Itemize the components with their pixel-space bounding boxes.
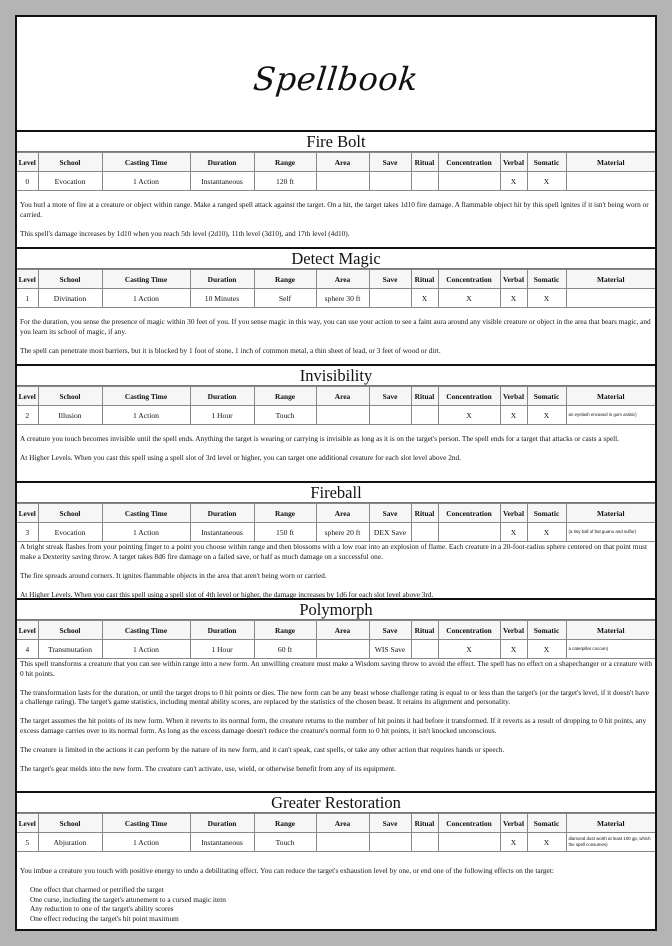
cell-duration: Instantaneous [190, 172, 254, 191]
column-header: Concentration [438, 621, 500, 640]
cell-save: DEX Save [369, 523, 411, 542]
spell-name: Detect Magic [17, 249, 655, 269]
table-row [17, 833, 655, 852]
column-header: Ritual [411, 814, 438, 833]
effect-list [20, 885, 652, 923]
column-header: Casting Time [102, 504, 190, 523]
spell-stats-table [17, 620, 655, 659]
cell-area [316, 833, 369, 852]
cell-duration: Instantaneous [190, 523, 254, 542]
column-header: Range [254, 270, 316, 289]
column-header: Save [369, 621, 411, 640]
list-item: One effect reducing the target's hit point maximum [30, 913, 179, 923]
cell-somatic: X [527, 289, 566, 308]
cell-verbal: X [500, 172, 527, 191]
column-header: Save [369, 270, 411, 289]
cell-verbal: X [500, 523, 527, 542]
column-header: School [38, 270, 102, 289]
column-header: Material [566, 153, 655, 172]
column-header: Verbal [500, 387, 527, 406]
cell-school: Divination [38, 289, 102, 308]
description-paragraph: At Higher Levels. When you cast this spell using a spell slot of 3rd level or higher, you can target one additional creature for each slot level above 2nd. [20, 453, 461, 462]
column-header: Casting Time [102, 387, 190, 406]
cell-range: Touch [254, 833, 316, 852]
spell-name: Fire Bolt [17, 132, 655, 152]
column-header: School [38, 621, 102, 640]
column-header: Somatic [527, 387, 566, 406]
spell-section [17, 249, 655, 366]
column-header: School [38, 153, 102, 172]
column-header: Duration [190, 504, 254, 523]
cell-area [316, 172, 369, 191]
cell-concentration: X [438, 406, 500, 425]
cell-range: 60 ft [254, 640, 316, 659]
table-row [17, 172, 655, 191]
cell-somatic: X [527, 172, 566, 191]
cell-duration: Instantaneous [190, 833, 254, 852]
description-paragraph: You hurl a mote of fire at a creature or object within range. Make a ranged spell attack against the target. On a hit, the target takes 1d10 fire damage. A flammable object hit by this spell ignites if it isn't being worn or carried. [20, 200, 649, 219]
spell-description [17, 425, 655, 481]
spell-stats-table [17, 386, 655, 425]
cell-casting-time: 1 Action [102, 640, 190, 659]
column-header: Save [369, 387, 411, 406]
description-paragraph: For the duration, you sense the presence of magic within 30 feet of you. If you sense magic in this way, you can use your action to see a faint aura around any visible creature or object in the area that bears magic, and you learn its school of magic, if any. [20, 317, 651, 336]
cell-casting-time: 1 Action [102, 523, 190, 542]
cell-area: sphere 30 ft [316, 289, 369, 308]
cell-ritual [411, 833, 438, 852]
title-area [17, 17, 655, 132]
column-header: Range [254, 504, 316, 523]
spellbook-page [15, 15, 657, 931]
column-header: School [38, 504, 102, 523]
description-paragraph: The creature is limited in the actions it can perform by the nature of its new form, and it can't speak, cast spells, or take any other action that requires hands or speech. [20, 744, 505, 754]
cell-concentration [438, 833, 500, 852]
cell-school: Evocation [38, 172, 102, 191]
cell-ritual [411, 640, 438, 659]
column-header: Material [566, 387, 655, 406]
spell-list [17, 132, 655, 945]
column-header: School [38, 387, 102, 406]
column-header: Range [254, 153, 316, 172]
cell-material [566, 172, 655, 191]
spell-name: Greater Restoration [17, 793, 655, 813]
table-row [17, 523, 655, 542]
cell-school: Illusion [38, 406, 102, 425]
list-item: One curse, including the target's attunement to a cursed magic item [30, 894, 226, 904]
cell-area: sphere 20 ft [316, 523, 369, 542]
spell-stats-table [17, 813, 655, 852]
cell-range: Self [254, 289, 316, 308]
column-header: Duration [190, 387, 254, 406]
cell-casting-time: 1 Action [102, 172, 190, 191]
column-header: Somatic [527, 621, 566, 640]
description-paragraph: The target assumes the hit points of its new form. When it reverts to its normal form, the creature returns to the number of hit points it had before it transformed. If it reverts as a result of dropping to 0 hit points, any excess damage carries over to its normal form. As long as the excess damage doesn't reduce the creature's normal form to 0 hit points, it isn't knocked unconscious. [20, 716, 647, 735]
cell-area [316, 640, 369, 659]
column-header: Concentration [438, 814, 500, 833]
column-header: Area [316, 270, 369, 289]
list-item: Any reduction to one of the target's ability scores [30, 904, 174, 913]
cell-school: Evocation [38, 523, 102, 542]
column-header: Save [369, 153, 411, 172]
column-header: Verbal [500, 814, 527, 833]
column-header: Material [566, 621, 655, 640]
description-paragraph: This spell's damage increases by 1d10 when you reach 5th level (2d10), 11th level (3d10), and 17th level (4d10). [20, 228, 350, 238]
cell-duration: 10 Minutes [190, 289, 254, 308]
cell-somatic: X [527, 406, 566, 425]
spell-description [17, 191, 655, 247]
table-row [17, 640, 655, 659]
cell-level: 3 [17, 523, 38, 542]
column-header: Concentration [438, 270, 500, 289]
cell-material: a caterpillar cocoon) [566, 640, 655, 659]
spell-description [17, 659, 655, 791]
column-header: Range [254, 621, 316, 640]
column-header: Range [254, 387, 316, 406]
column-header: Save [369, 504, 411, 523]
cell-somatic: X [527, 640, 566, 659]
column-header: Area [316, 814, 369, 833]
description-paragraph: The target's gear melds into the new form. The creature can't activate, use, wield, or otherwise benefit from any of its equipment. [20, 763, 396, 773]
cell-save [369, 406, 411, 425]
cell-range: Touch [254, 406, 316, 425]
cell-ritual [411, 406, 438, 425]
column-header: Ritual [411, 270, 438, 289]
column-header: School [38, 814, 102, 833]
column-header: Area [316, 621, 369, 640]
cell-level: 1 [17, 289, 38, 308]
spell-stats-table [17, 269, 655, 308]
cell-material: (a tiny ball of bat guano and sulfur) [566, 523, 655, 542]
cell-verbal: X [500, 406, 527, 425]
column-header: Area [316, 153, 369, 172]
description-paragraph: The transformation lasts for the duration, or until the target drops to 0 hit points or dies. The new form can be any beast whose challenge rating is equal to or less than the target's (or the target's level, if it doesn't have a challenge rating). The target's game statistics, including mental ability scores, are replaced by the statistics of the chosen beast. It retains its alignment and personality. [20, 687, 649, 706]
column-header: Concentration [438, 504, 500, 523]
description-paragraph: A creature you touch becomes invisible until the spell ends. Anything the target is wearing or carrying is invisible as long as it is on the target's person. The spell ends for a target that attacks or casts a spell. [20, 434, 619, 443]
cell-ritual [411, 523, 438, 542]
spell-section [17, 366, 655, 483]
cell-verbal: X [500, 289, 527, 308]
description-paragraph: This spell transforms a creature that you can see within range into a new form. An unwilling creature must make a Wisdom saving throw to avoid the effect. The spell has no effect on a shapechanger or a creature with 0 hit points. [20, 659, 652, 678]
column-header: Ritual [411, 387, 438, 406]
table-header-row [17, 621, 655, 640]
spell-stats-table [17, 152, 655, 191]
cell-material [566, 289, 655, 308]
cell-verbal: X [500, 640, 527, 659]
spell-name: Fireball [17, 483, 655, 503]
list-item: One effect that charmed or petrified the target [30, 885, 164, 894]
column-header: Area [316, 504, 369, 523]
cell-save: WIS Save [369, 640, 411, 659]
description-paragraph: The fire spreads around corners. It ignites flammable objects in the area that aren't being worn or carried. [20, 570, 327, 580]
spell-description [17, 852, 655, 945]
column-header: Verbal [500, 621, 527, 640]
column-header: Ritual [411, 504, 438, 523]
cell-level: 0 [17, 172, 38, 191]
cell-save [369, 289, 411, 308]
cell-range: 120 ft [254, 172, 316, 191]
cell-casting-time: 1 Action [102, 289, 190, 308]
cell-concentration [438, 523, 500, 542]
cell-level: 2 [17, 406, 38, 425]
cell-material: diamond dust worth at least 100 gp, which the spell consumes) [566, 833, 655, 852]
cell-casting-time: 1 Action [102, 406, 190, 425]
cell-verbal: X [500, 833, 527, 852]
column-header: Material [566, 504, 655, 523]
spell-description [17, 308, 655, 364]
cell-duration: 1 Hour [190, 406, 254, 425]
column-header: Duration [190, 270, 254, 289]
column-header: Ritual [411, 153, 438, 172]
column-header: Casting Time [102, 270, 190, 289]
spell-section [17, 483, 655, 600]
column-header: Level [17, 814, 38, 833]
column-header: Somatic [527, 814, 566, 833]
column-header: Casting Time [102, 621, 190, 640]
column-header: Duration [190, 153, 254, 172]
spell-section [17, 600, 655, 793]
spell-name: Invisibility [17, 366, 655, 386]
column-header: Level [17, 621, 38, 640]
cell-duration: 1 Hour [190, 640, 254, 659]
spell-section [17, 132, 655, 249]
column-header: Verbal [500, 270, 527, 289]
cell-somatic: X [527, 523, 566, 542]
column-header: Material [566, 814, 655, 833]
cell-ritual: X [411, 289, 438, 308]
cell-save [369, 172, 411, 191]
column-header: Concentration [438, 387, 500, 406]
cell-level: 5 [17, 833, 38, 852]
spell-section [17, 793, 655, 945]
cell-somatic: X [527, 833, 566, 852]
page-title: Spellbook [251, 59, 420, 98]
column-header: Duration [190, 621, 254, 640]
cell-school: Transmutation [38, 640, 102, 659]
spell-description [17, 542, 655, 598]
description-paragraph: At Higher Levels. When you cast this spell using a spell slot of 4th level or higher, the damage increases by 1d6 for each slot level above 3rd. [20, 589, 434, 599]
description-paragraph: You imbue a creature you touch with positive energy to undo a debilitating effect. You can reduce the target's exhaustion level by one, or end one of the following effects on the target: [20, 866, 554, 875]
cell-material: an eyelash encased in gum arabic) [566, 406, 655, 425]
column-header: Ritual [411, 621, 438, 640]
column-header: Somatic [527, 270, 566, 289]
column-header: Casting Time [102, 153, 190, 172]
description-paragraph: The spell can penetrate most barriers, but it is blocked by 1 foot of stone, 1 inch of common metal, a thin sheet of lead, or 3 feet of wood or dirt. [20, 345, 441, 355]
cell-area [316, 406, 369, 425]
table-header-row [17, 153, 655, 172]
column-header: Somatic [527, 153, 566, 172]
cell-level: 4 [17, 640, 38, 659]
cell-ritual [411, 172, 438, 191]
table-header-row [17, 387, 655, 406]
column-header: Casting Time [102, 814, 190, 833]
table-row [17, 289, 655, 308]
column-header: Level [17, 153, 38, 172]
spell-stats-table [17, 503, 655, 542]
cell-concentration: X [438, 289, 500, 308]
description-paragraph: A bright streak flashes from your pointing finger to a point you choose within range and then blossoms with a low roar into an explosion of flame. Each creature in a 20-foot-radius sphere centered on that point must make a Dexterity saving throw. A target takes 8d6 fire damage on a failed save, or half as much damage on a successful one. [20, 542, 647, 561]
cell-save [369, 833, 411, 852]
column-header: Level [17, 270, 38, 289]
table-header-row [17, 270, 655, 289]
table-row [17, 406, 655, 425]
cell-concentration: X [438, 640, 500, 659]
column-header: Area [316, 387, 369, 406]
cell-range: 150 ft [254, 523, 316, 542]
column-header: Save [369, 814, 411, 833]
column-header: Verbal [500, 504, 527, 523]
column-header: Level [17, 387, 38, 406]
cell-casting-time: 1 Action [102, 833, 190, 852]
column-header: Duration [190, 814, 254, 833]
cell-school: Abjuration [38, 833, 102, 852]
cell-concentration [438, 172, 500, 191]
column-header: Range [254, 814, 316, 833]
column-header: Concentration [438, 153, 500, 172]
table-header-row [17, 504, 655, 523]
column-header: Somatic [527, 504, 566, 523]
column-header: Material [566, 270, 655, 289]
spell-name: Polymorph [17, 600, 655, 620]
column-header: Level [17, 504, 38, 523]
column-header: Verbal [500, 153, 527, 172]
table-header-row [17, 814, 655, 833]
